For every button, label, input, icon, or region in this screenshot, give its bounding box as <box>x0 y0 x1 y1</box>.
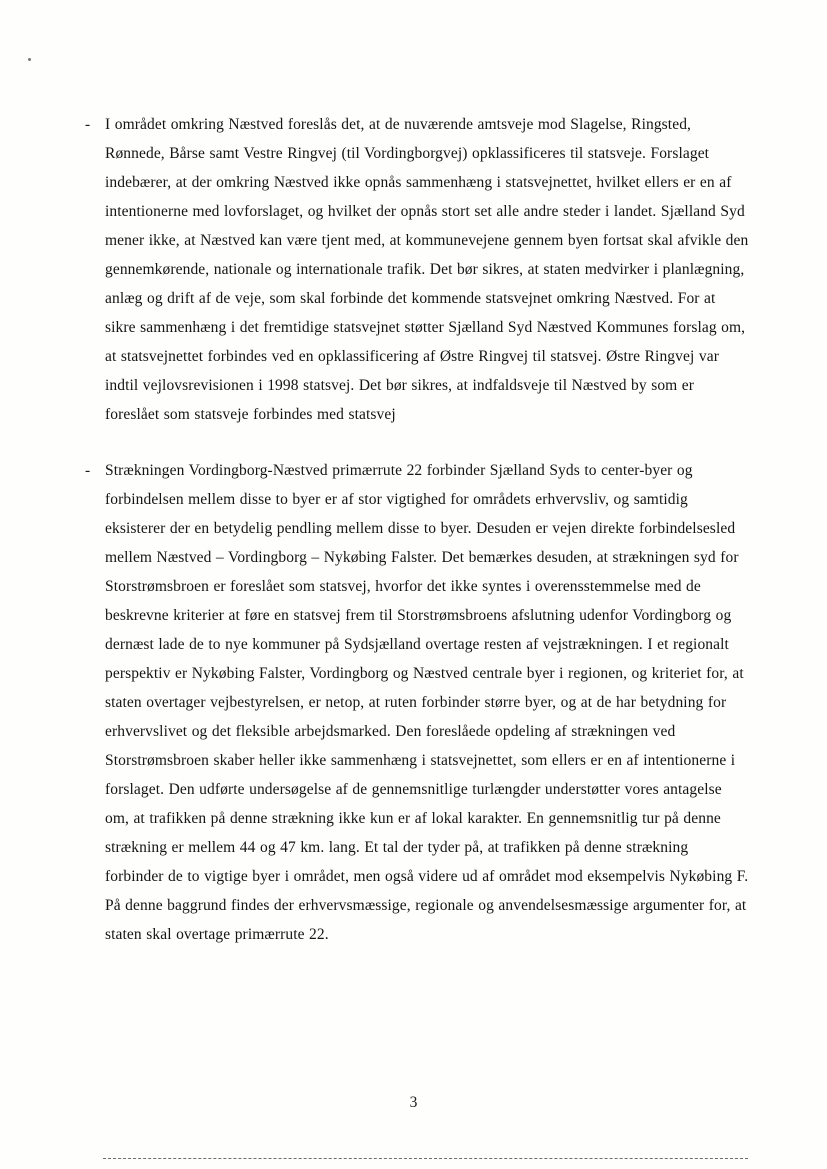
bullet-marker: - <box>85 116 91 133</box>
scan-artifact <box>28 58 31 61</box>
bullet-item <box>85 110 750 429</box>
paragraph-text: Strækningen Vordingborg-Næstved primærrute 22 forbinder Sjælland Syds to center-byer og forbindelsen mellem disse to byer er af stor vigtighed for områdets erhvervsliv, og samtidig eksisterer der en betydelig pendling mellem disse to byer. Desuden er vejen direkte forbindelsesled mellem Næstved – Vordingborg – Nykøbing Falster. Det bemærkes desuden, at strækningen syd for Storstrømsbroen er foreslået som statsvej, hvorfor det ikke syntes i overensstemmelse med de beskrevne kriterier at føre en statsvej frem til Storstrømsbroens afslutning udenfor Vordingborg og dernæst lade de to nye kommuner på Sydsjælland overtage resten af vejstrækningen. I et regionalt perspektiv er Nykøbing Falster, Vordingborg og Næstved centrale byer i regionen, og kriteriet for, at staten overtager vejbestyrelsen, er netop, at ruten forbinder større byer, og at de har betydning for erhvervslivet og det fleksible arbejdsmarked. Den foreslåede opdeling af strækningen ved Storstrømsbroen skaber heller ikke sammenhæng i statsvejnettet, som ellers er en af intentionerne i forslaget. Den udførte undersøgelse af de gennemsnitlige turlængder understøtter vores antagelse om, at trafikken på denne strækning ikke kun er af lokal karakter. En gennemsnitlig tur på denne strækning er mellem 44 og 47 km. lang. Et tal der tyder på, at trafikken på denne strækning forbinder de to vigtige byer i området, men også videre ud af området mod eksempelvis Nykøbing F. På denne baggrund findes der erhvervsmæssige, regionale og anvendelsesmæssige argumenter for, at staten skal overtage primærrute 22. <box>105 462 749 943</box>
paragraph-text: I området omkring Næstved foreslås det, at de nuværende amtsveje mod Slagelse, Ringsted, Rønnede, Bårse samt Vestre Ringvej (til Vordingborgvej) opklassificeres til statsveje. Forslaget indebærer, at der omkring Næstved ikke opnås sammenhæng i statsvejnettet, hvilket ellers er en af intentionerne med lovforslaget, og hvilket der opnås stort set alle andre steder i landet. Sjælland Syd mener ikke, at Næstved kan være tjent med, at kommunevejene gennem byen fortsat skal afvikle den gennemkørende, nationale og internationale trafik. Det bør sikres, at staten medvirker i planlægning, anlæg og drift af de veje, som skal forbinde det kommende statsvejnet omkring Næstved. For at sikre sammenhæng i det fremtidige statsvejnet støtter Sjælland Syd Næstved Kommunes forslag om, at statsvejnettet forbindes ved en opklassificering af Østre Ringvej til statsvej. Østre Ringvej var indtil vejlovsrevisionen i 1998 statsvej. Det bør sikres, at indfaldsveje til Næstved by som er foreslået som statsveje forbindes med statsvej <box>105 116 749 423</box>
bullet-item <box>85 456 750 949</box>
bottom-rule <box>103 1158 748 1159</box>
document-body <box>85 110 750 976</box>
bullet-marker: - <box>85 462 91 479</box>
page-number: 3 <box>409 1094 418 1111</box>
